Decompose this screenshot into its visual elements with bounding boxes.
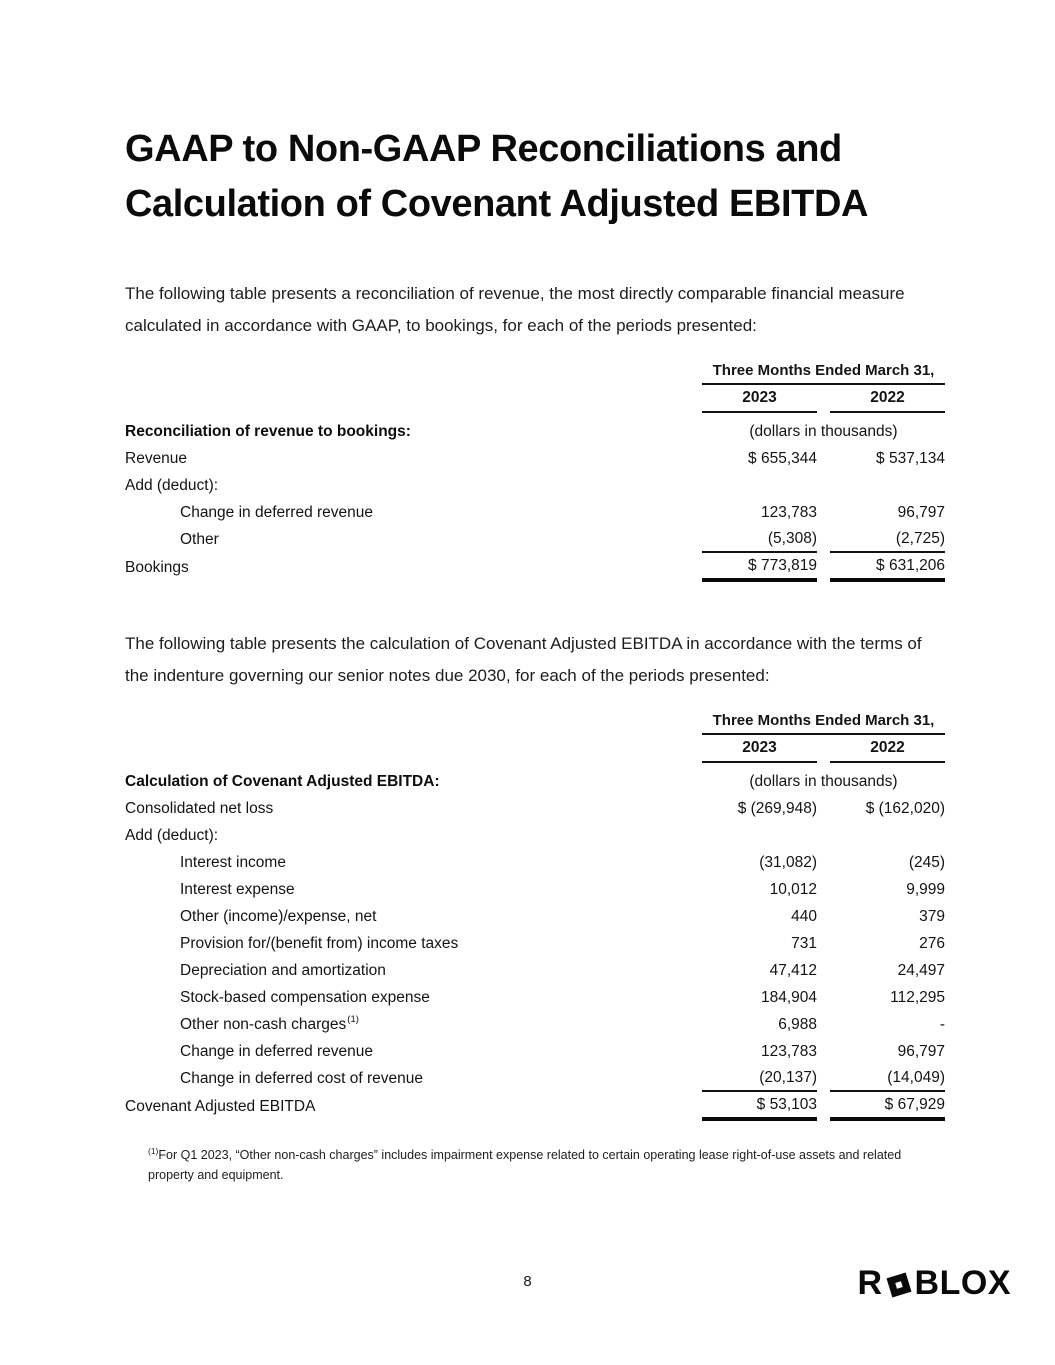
table-row: [125, 472, 945, 499]
period-header: Three Months Ended March 31,: [702, 362, 945, 385]
value-2023: 440: [791, 907, 817, 925]
column-header-2022: 2022: [830, 389, 945, 413]
page-number: 8: [523, 1273, 532, 1290]
row-label: Add (deduct):: [125, 826, 219, 844]
value-2023: 47,412: [769, 961, 817, 979]
row-label-text: Other non-cash charges: [180, 1015, 347, 1033]
row-label: Consolidated net loss: [125, 799, 274, 817]
value-2022: [830, 472, 945, 499]
row-label: [125, 1011, 702, 1038]
value-2022: 112,295: [890, 988, 945, 1006]
column-header-2023: 2023: [702, 389, 817, 413]
table-row: [125, 1065, 945, 1092]
table-row: [125, 984, 945, 1011]
table-row: [125, 822, 945, 849]
column-header-2022: 2022: [830, 739, 945, 763]
table-year-header-row: [125, 389, 945, 413]
page-title: GAAP to Non-GAAP Reconciliations and Calculation of Covenant Adjusted EBITDA: [125, 128, 869, 225]
value-2022: $ 537,134: [876, 449, 945, 467]
table-body: [125, 418, 945, 582]
value-2023: 6,988: [778, 1015, 817, 1033]
value-2022: (14,049): [830, 1065, 945, 1092]
value-2023: 123,783: [760, 503, 817, 521]
row-label: Change in deferred cost of revenue: [180, 1069, 423, 1087]
table-row: [125, 526, 945, 553]
table-section-row: [125, 418, 945, 445]
value-2023: 10,012: [769, 880, 817, 898]
value-2022: (2,725): [830, 526, 945, 553]
section-label: Reconciliation of revenue to bookings:: [125, 422, 411, 440]
row-label: Change in deferred revenue: [180, 503, 374, 521]
table-section-row: [125, 768, 945, 795]
table-body: [125, 768, 945, 1121]
footnote: [125, 1141, 945, 1185]
value-2022: 9,999: [906, 880, 945, 898]
table-period-header-row: [125, 712, 945, 735]
value-2022: 276: [919, 934, 945, 952]
table-row: [125, 930, 945, 957]
footnote-reference: (1): [347, 1013, 359, 1025]
value-2022: 24,497: [897, 961, 945, 979]
value-2022: (245): [908, 853, 945, 871]
row-label: Add (deduct):: [125, 476, 219, 494]
roblox-tile-icon: [884, 1270, 914, 1300]
footnote-text: For Q1 2023, “Other non-cash charges” includes impairment expense related to certain operating lease right-of-use assets and related property and equipment.: [148, 1148, 902, 1183]
value-2022: 96,797: [897, 503, 945, 521]
value-2023: 731: [791, 934, 817, 952]
value-2023: $ 53,103: [702, 1092, 817, 1121]
covenant-adjusted-ebitda-table: [125, 712, 945, 1121]
table-row: [125, 903, 945, 930]
table-row: [125, 849, 945, 876]
revenue-to-bookings-table: [125, 362, 945, 582]
value-2022: $ (162,020): [865, 799, 945, 817]
value-2023: (31,082): [759, 853, 817, 871]
value-2023: $ (269,948): [737, 799, 817, 817]
value-2023: 184,904: [760, 988, 817, 1006]
period-header: Three Months Ended March 31,: [702, 712, 945, 735]
row-label: Interest income: [180, 853, 286, 871]
row-label: Other (income)/expense, net: [180, 907, 377, 925]
table-row: [125, 445, 945, 472]
row-label: Bookings: [125, 558, 189, 576]
value-2023: [702, 472, 817, 499]
units-note: (dollars in thousands): [749, 422, 898, 440]
row-label: Provision for/(benefit from) income taxes: [180, 934, 459, 952]
table-row: [125, 1011, 945, 1038]
footnote-marker: (1): [148, 1146, 159, 1156]
page-footer: [0, 1264, 1055, 1304]
column-header-2023: 2023: [702, 739, 817, 763]
row-label: Revenue: [125, 449, 188, 467]
row-label: Covenant Adjusted EBITDA: [125, 1097, 316, 1115]
table-row: [125, 876, 945, 903]
value-2023: (5,308): [702, 526, 817, 553]
row-label: Change in deferred revenue: [180, 1042, 374, 1060]
header-spacer: [125, 362, 702, 385]
row-label: Other: [180, 530, 219, 548]
row-label: Stock-based compensation expense: [180, 988, 430, 1006]
intro-paragraph-2: The following table presents the calculation of Covenant Adjusted EBITDA in accordance with the terms of the indenture governing our senior notes due 2030, for each of the periods presented:: [125, 634, 922, 685]
table-row: [125, 1038, 945, 1065]
table-row: [125, 957, 945, 984]
roblox-logo: [857, 1264, 1011, 1303]
units-note: (dollars in thousands): [749, 772, 898, 790]
value-2022: $ 631,206: [830, 553, 945, 582]
value-2023: $ 773,819: [702, 553, 817, 582]
value-2022: 379: [919, 907, 945, 925]
table-total-row: [125, 1092, 945, 1121]
section-label: Calculation of Covenant Adjusted EBITDA:: [125, 772, 440, 790]
value-2023: 123,783: [760, 1042, 817, 1060]
logo-text-r: R: [857, 1264, 883, 1302]
value-2022: 96,797: [897, 1042, 945, 1060]
value-2023: (20,137): [702, 1065, 817, 1092]
row-label: Interest expense: [180, 880, 295, 898]
table-row: [125, 795, 945, 822]
value-2023: [702, 822, 817, 849]
value-2023: $ 655,344: [748, 449, 817, 467]
intro-paragraph-1: The following table presents a reconciliation of revenue, the most directly comparable financial measure calculated in accordance with GAAP, to bookings, for each of the periods presented:: [125, 284, 905, 335]
table-total-row: [125, 553, 945, 582]
table-period-header-row: [125, 362, 945, 385]
table-row: [125, 499, 945, 526]
header-spacer: [125, 712, 702, 735]
value-2022: $ 67,929: [830, 1092, 945, 1121]
value-2022: -: [939, 1015, 945, 1033]
logo-text-blox: BLOX: [914, 1264, 1011, 1302]
value-2022: [830, 822, 945, 849]
row-label: Depreciation and amortization: [180, 961, 386, 979]
table-year-header-row: [125, 739, 945, 763]
